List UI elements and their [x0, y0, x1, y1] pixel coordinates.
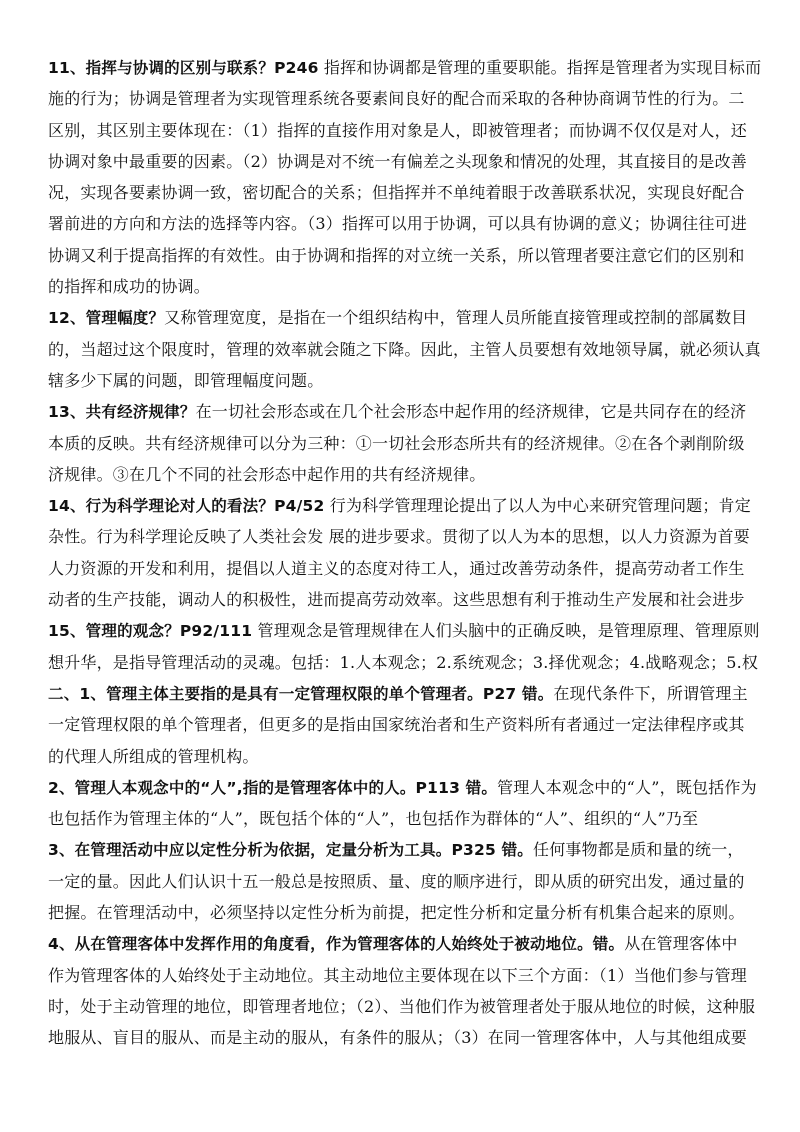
body-text: 时，处于主动管理的地位，即管理者地位；（2）、当他们作为被管理者处于服从地位的时候，这种服	[48, 996, 756, 1016]
text-line	[48, 615, 800, 646]
body-text: 又称管理宽度，是指在一个组织结构中，管理人员所能直接管理或控制的部属数目	[164, 308, 748, 328]
body-text: 想升华，是指导管理活动的灵魂。包括：1.人本观念；2.系统观念；3.择优观念；4.战略观念；5.权	[48, 652, 759, 672]
text-line	[48, 240, 800, 271]
text-line	[48, 177, 800, 208]
body-text: 协调对象中最重要的因素。（2）协调是对不统一有偏差之头现象和情况的处理，其直接目的是改善	[48, 151, 747, 171]
body-text: 杂性。行为科学理论反映了人类社会发 展的进步要求。贯彻了以人为本的思想，以人力资源为首要	[48, 527, 750, 547]
text-line	[48, 866, 800, 897]
text-line	[48, 146, 800, 177]
body-text: 在一切社会形态或在几个社会形态中起作用的经济规律，它是共同存在的经济	[195, 402, 747, 422]
text-line	[48, 396, 800, 427]
document-page	[48, 52, 800, 1054]
text-line	[48, 459, 800, 490]
bold-text: 4、从在管理客体中发挥作用的角度看，作为管理客体的人始终处于被动地位。错。	[48, 935, 625, 954]
body-text: 本质的反映。共有经济规律可以分为三种：①一切社会形态所共有的经济规律。②在各个剥削阶级	[48, 433, 745, 453]
bold-text: 13、共有经济规律？	[48, 403, 196, 422]
body-text: 作为管理客体的人始终处于主动地位。其主动地位主要体现在以下三个方面：（1）当他们参与管理	[48, 965, 747, 985]
body-text: 的代理人所组成的管理机构。	[48, 746, 259, 766]
body-text: 一定的量。因此人们认识十五一般总是按照质、量、度的顺序进行，即从质的研究出发，通过量的	[48, 871, 745, 891]
text-line	[48, 115, 800, 146]
text-line	[48, 365, 800, 396]
text-line	[48, 52, 800, 83]
text-line	[48, 334, 800, 365]
bold-text: 11、指挥与协调的区别与联系？P246	[48, 59, 319, 77]
body-text: 行为科学管理理论提出了以人为中心来研究管理问题；肯定	[324, 496, 751, 516]
bold-text: 14、行为科学理论对人的看法？P4/52	[48, 497, 325, 516]
bold-text: 3、在管理活动中应以定性分析为依据，定量分析为工具。P325 错。	[48, 841, 533, 860]
text-line	[48, 741, 800, 772]
text-line	[48, 1022, 800, 1053]
text-line	[48, 208, 800, 239]
text-line	[48, 960, 800, 991]
text-line	[48, 678, 800, 709]
bold-text: 15、管理的观念？P92/111	[48, 622, 253, 641]
body-text: 地服从、盲目的服从、而是主动的服从，有条件的服从；（3）在同一管理客体中，人与其他组成要	[48, 1028, 747, 1048]
body-text: 也包括作为管理主体的“人”，既包括个体的“人”，也包括作为群体的“人”、组织的“人”乃至	[48, 809, 699, 829]
body-text: 辖多少下属的问题，即管理幅度问题。	[48, 370, 324, 390]
text-line	[48, 584, 800, 615]
text-line	[48, 709, 800, 740]
text-line	[48, 991, 800, 1022]
body-text: 任何事物都是质和量的统一，	[533, 840, 744, 860]
body-text: 把握。在管理活动中，必须坚持以定性分析为前提，把定性分析和定量分析有机集合起来的原则。	[48, 903, 745, 923]
body-text: 指挥和协调都是管理的重要职能。指挥是管理者为实现目标而	[318, 58, 762, 77]
text-line	[48, 803, 800, 834]
body-text: 动者的生产技能，调动人的积极性，进而提高劳动效率。这些思想有利于推动生产发展和社会进步	[48, 590, 745, 610]
body-text: 在现代条件下，所谓管理主	[553, 683, 748, 703]
text-line	[48, 897, 800, 928]
body-text: 施的行为；协调是管理者为实现管理系统各要素间良好的配合而采取的各种协商调节性的行为。二	[48, 89, 745, 109]
text-line	[48, 772, 800, 803]
body-text: 署前进的方向和方法的选择等内容。（3）指挥可以用于协调，可以具有协调的意义；协调往往可进	[48, 214, 747, 234]
text-line	[48, 834, 800, 865]
text-line	[48, 83, 800, 114]
body-text: 从在管理客体中	[624, 934, 738, 954]
text-line	[48, 521, 800, 552]
body-text: 管理人本观念中的“人”，既包括作为	[497, 777, 757, 797]
body-text: 区别，其区别主要体现在：（1）指挥的直接作用对象是人，即被管理者；而协调不仅仅是对人，还	[48, 120, 747, 140]
text-line	[48, 428, 800, 459]
text-line	[48, 490, 800, 521]
body-text: 况，实现各要素协调一致，密切配合的关系；但指挥并不单纯着眼于改善联系状况，实现良好配合	[48, 183, 745, 203]
text-line	[48, 928, 800, 959]
body-text: 一定管理权限的单个管理者，但更多的是指由国家统治者和生产资料所有者通过一定法律程序或其	[48, 715, 745, 735]
body-text: 管理观念是管理规律在人们头脑中的正确反映，是管理原理、管理原则	[252, 621, 760, 641]
bold-text: 二、1、管理主体主要指的是具有一定管理权限的单个管理者。P27 错。	[48, 684, 554, 703]
body-text: 的，当超过这个限度时，管理的效率就会随之下降。因此，主管人员要想有效地领导属，就必须认真	[48, 339, 761, 359]
text-line	[48, 647, 800, 678]
bold-text: 12、管理幅度？	[48, 309, 165, 328]
text-line	[48, 553, 800, 584]
body-text: 济规律。③在几个不同的社会形态中起作用的共有经济规律。	[48, 464, 486, 484]
text-line	[48, 271, 800, 302]
bold-text: 2、管理人本观念中的“人”,指的是管理客体中的人。P113 错。	[48, 778, 498, 797]
text-line	[48, 302, 800, 333]
body-text: 协调又利于提高指挥的有效性。由于协调和指挥的对立统一关系，所以管理者要注意它们的区别和	[48, 245, 745, 265]
body-text: 人力资源的开发和利用，提倡以人道主义的态度对待工人，通过改善劳动条件，提高劳动者工作生	[48, 558, 745, 578]
body-text: 的指挥和成功的协调。	[48, 277, 211, 297]
